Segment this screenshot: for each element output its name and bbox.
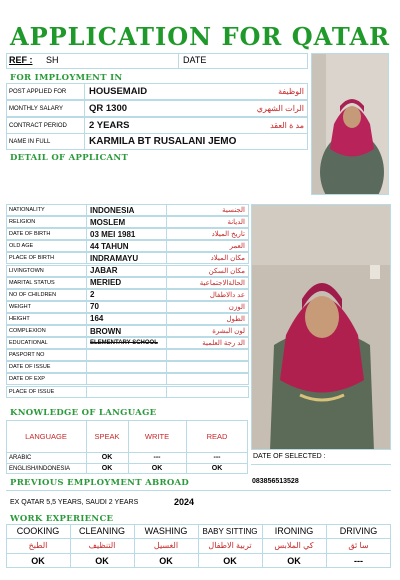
detail-label: MARITAL STATUS <box>9 279 55 286</box>
employment-value: 2 YEARS <box>89 120 130 131</box>
work-skill-arabic: كي الملابس <box>274 541 314 550</box>
language-header: READ <box>206 431 228 441</box>
detail-label: NATIONALITY <box>9 207 45 214</box>
employment-value: KARMILA BT RUSALANI JEMO <box>89 136 237 147</box>
previous-text: EX QATAR 5,5 YEARS, SAUDI 2 YEARS <box>10 499 139 506</box>
detail-value: 70 <box>90 302 99 312</box>
language-name: ARABIC <box>9 454 32 461</box>
employment-arabic: مد ة العقد <box>270 121 304 130</box>
detail-arabic: الحالةالاجتماعية <box>199 279 245 287</box>
work-skill-value: OK <box>159 555 173 566</box>
work-skill-value: OK <box>95 555 109 566</box>
detail-value: 44 TAHUN <box>90 241 129 251</box>
previous-year: 2024 <box>174 497 195 507</box>
detail-label: COMPLEXION <box>9 328 46 335</box>
date-label: DATE <box>183 55 207 65</box>
work-skill-arabic: الغسيل <box>153 541 179 550</box>
detail-arabic: العمر <box>229 243 245 251</box>
language-level: --- <box>213 454 221 461</box>
detail-label: DATE OF BIRTH <box>9 231 51 238</box>
detail-label: EDUCATIONAL <box>9 340 48 347</box>
language-heading: KNOWLEDGE OF LANGUAGE <box>10 408 157 418</box>
ref-value: SH <box>46 55 59 65</box>
detail-value <box>87 361 166 373</box>
work-skill-arabic: الطبخ <box>28 541 48 550</box>
employment-arabic: الوظيفة <box>278 87 304 96</box>
language-header: SPEAK <box>94 431 120 441</box>
work-skill-arabic: التنظيف <box>88 541 116 550</box>
detail-arabic: الطول <box>226 315 245 323</box>
work-skill: COOKING <box>16 526 60 536</box>
employment-value: QR 1300 <box>89 103 128 114</box>
previous-heading: PREVIOUS EMPLOYMENT ABROAD <box>10 478 190 488</box>
detail-arabic: الجنسية <box>222 207 245 215</box>
detail-value: 164 <box>90 314 104 324</box>
language-header: WRITE <box>144 431 170 441</box>
detail-arabic: عد دالاطفال <box>209 291 245 299</box>
employment-value: HOUSEMAID <box>89 86 148 97</box>
detail-label: LIVINGTOWN <box>9 267 44 274</box>
detail-arabic: مكان الميلاد <box>210 255 245 263</box>
work-heading: WORK EXPERIENCE <box>10 514 114 524</box>
phone-number: 083856513528 <box>252 478 299 485</box>
language-level: --- <box>153 454 161 461</box>
applicant-photo-small <box>311 53 389 195</box>
detail-value <box>87 373 166 385</box>
detail-value: ELEMENTARY SCHOOL <box>90 340 158 347</box>
detail-value: MOSLEM <box>90 217 126 227</box>
selected-label: DATE OF SELECTED : <box>253 453 326 460</box>
detail-value: 2 <box>90 290 95 300</box>
language-level: OK <box>151 465 163 472</box>
detail-label: OLD AGE <box>9 243 34 250</box>
detail-arabic: مكان السكن <box>208 267 245 275</box>
work-skill-value: --- <box>354 555 363 566</box>
work-skill: BABY SITTING <box>202 526 258 536</box>
detail-label: PLACE OF ISSUE <box>9 388 55 395</box>
detail-arabic: الديانة <box>227 219 245 227</box>
detail-heading: DETAIL OF APPLICANT <box>10 153 129 163</box>
work-skill-value: OK <box>223 555 237 566</box>
detail-label: PLACE OF BIRTH <box>9 255 55 262</box>
detail-value <box>87 349 166 361</box>
detail-value <box>87 386 166 398</box>
applicant-photo-large <box>251 204 391 450</box>
detail-arabic: لون البشرة <box>212 328 245 336</box>
employment-label: MONTHLY SALARY <box>9 105 64 112</box>
detail-label: PASPORT NO <box>9 352 45 359</box>
detail-value: 03 MEI 1981 <box>90 229 136 239</box>
work-skill: CLEANING <box>78 526 125 536</box>
work-skill: IRONING <box>274 526 314 536</box>
detail-value: INDRAMAYU <box>90 253 139 263</box>
detail-value: INDONESIA <box>90 205 135 215</box>
detail-value: MERIED <box>90 278 122 288</box>
language-level: OK <box>101 465 113 472</box>
detail-label: NO OF CHILDREN <box>9 291 57 298</box>
employment-arabic: الرات الشهري <box>256 104 304 113</box>
work-skill: WASHING <box>144 526 188 536</box>
language-level: OK <box>211 465 223 472</box>
work-skill: DRIVING <box>339 526 378 536</box>
employment-label: NAME IN FULL <box>9 138 51 145</box>
employment-label: CONTRACT PERIOD <box>9 122 67 129</box>
detail-label: HEIGHT <box>9 315 30 322</box>
ref-label: REF : <box>9 55 33 65</box>
detail-label: DATE OF ISSUE <box>9 364 51 371</box>
detail-arabic: الد رجة العلمية <box>202 340 245 348</box>
detail-label: RELIGION <box>9 219 36 226</box>
language-header: LANGUAGE <box>25 431 67 441</box>
detail-arabic: الوزن <box>228 303 245 311</box>
employment-heading: FOR IMPLOYMENT IN <box>10 73 123 83</box>
page-title: APPLICATION FOR QATAR <box>9 22 391 51</box>
work-skill-value: OK <box>31 555 45 566</box>
detail-label: WEIGHT <box>9 303 31 310</box>
language-level: OK <box>101 454 113 461</box>
employment-label: POST APPLIED FOR <box>9 88 67 95</box>
detail-arabic: تاريخ الميلاد <box>211 231 245 239</box>
detail-value: JABAR <box>90 266 118 276</box>
work-skill-arabic: تربية الاطفال <box>208 541 252 550</box>
language-name: ENGLISH/INDONESIA <box>9 465 71 472</box>
work-skill-value: OK <box>287 555 301 566</box>
detail-value: BROWN <box>90 326 122 336</box>
detail-label: DATE OF EXP <box>9 376 45 383</box>
work-skill-arabic: سا ئق <box>348 541 369 550</box>
